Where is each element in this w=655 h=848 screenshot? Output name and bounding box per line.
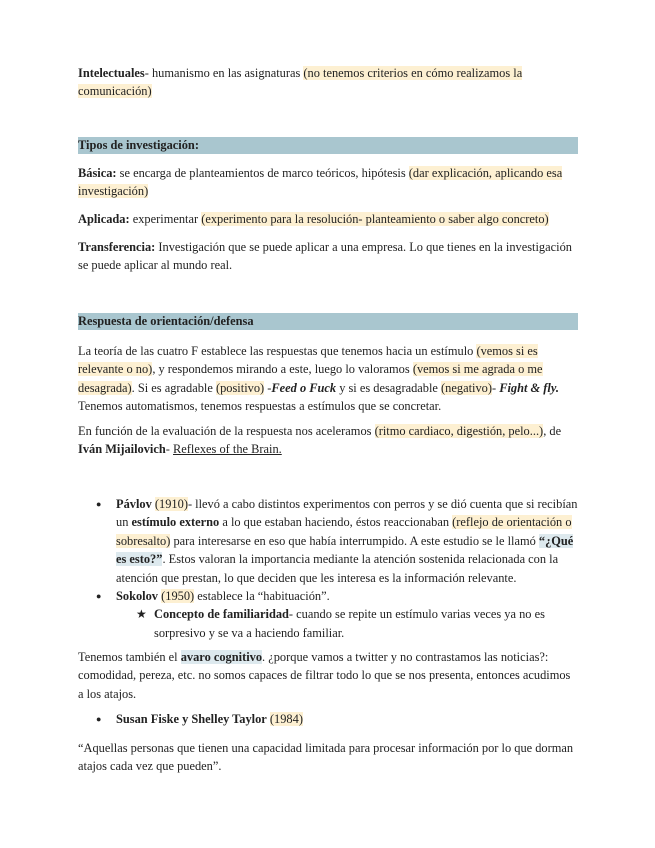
list-item-fiske: ● Susan Fiske y Shelley Taylor (1984) — [78, 710, 578, 728]
aplicada-paragraph: Aplicada: experimentar (experimento para la resolución- planteamiento o saber algo concreto) — [78, 212, 549, 226]
avaro-paragraph: Tenemos también el avaro cognitivo. ¿porque vamos a twitter y no contrastamos las noticias?: comodidad, pereza, etc. no somos capaces de filtrar todo lo que se nos presenta, entonces acudimos a los atajos. — [78, 650, 571, 701]
bullet-list-fiske — [78, 710, 578, 728]
bullet-list — [78, 495, 578, 642]
evaluacion-paragraph: En función de la evaluación de la respuesta nos aceleramos (ritmo cardiaco, digestión, pelo...), de Iván Mijailovich- Reflexes of the Brain. — [78, 424, 562, 457]
list-item-sokolov: ● Sokolov (1950) establece la “habituación”. — [78, 587, 578, 605]
section-heading-tipos: Tipos de investigación: — [78, 137, 578, 154]
basica-paragraph: Básica: se encarga de planteamientos de marco teóricos, hipótesis (dar explicación, aplicando esa investigación) — [78, 166, 563, 199]
transferencia-paragraph: Transferencia: Investigación que se puede aplicar a una empresa. Lo que tienes en la investigación se puede aplicar al mundo real. — [78, 240, 572, 273]
list-item-pavlov: ● Pávlov (1910)- llevó a cabo distintos experimentos con perros y se dió cuenta que si recibían un estímulo externo a lo que estaban haciendo, éstos reaccionaban (reflejo de orientación o sobresalto) para interesarse en eso que había interrumpido. A este estudio se le llamó “¿Qué es esto?”. Estos valoran la importancia mediante la atención sostenida relacionada con la atención que prestan, lo que deciden que les interesa es la información relevante. — [78, 495, 578, 587]
list-item-familiaridad: ★ Concepto de familiaridad- cuando se repite un estímulo varias veces ya no es sorpresivo y se va a haciendo familiar. — [78, 605, 578, 642]
quote-paragraph: “Aquellas personas que tienen una capacidad limitada para procesar información por lo que dorman atajos cada vez que pueden”. — [78, 741, 574, 774]
section-heading-respuesta: Respuesta de orientación/defensa — [78, 313, 578, 330]
intelectuales-paragraph: Intelectuales- humanismo en las asignaturas (no tenemos criterios en cómo realizamos la comunicación) — [78, 66, 523, 99]
teoria-paragraph: La teoría de las cuatro F establece las respuestas que tenemos hacia un estímulo (vemos si es relevante o no), y respondemos mirando a este, luego lo valoramos (vemos si me agrada o me desagrada). Si es agradable (positivo) -Feed o Fuck y si es desagradable (negativo)- Fight & fly. Tenemos automatismos, tenemos respuestas a estímulos que se concretar. — [78, 344, 559, 414]
